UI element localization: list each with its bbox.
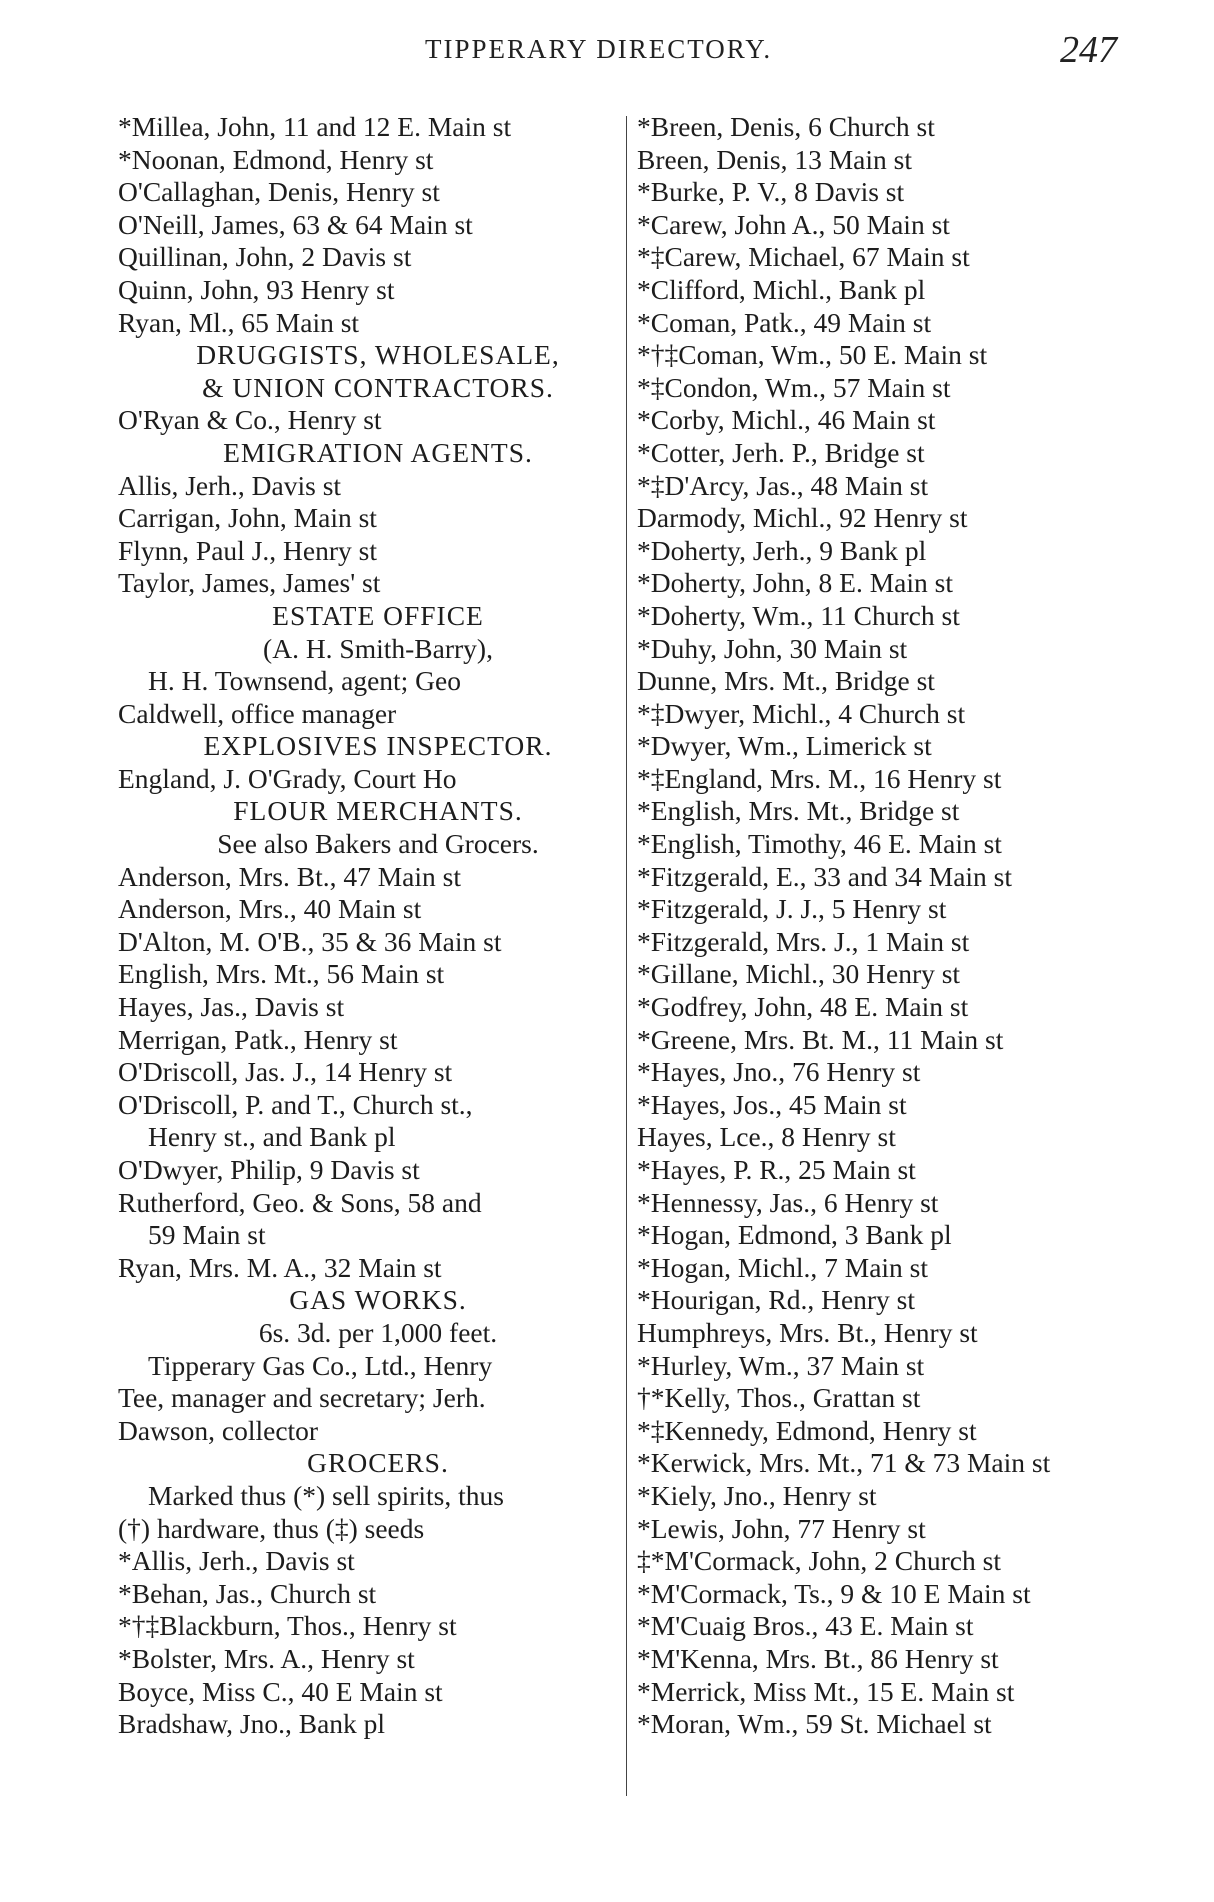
- directory-entry: Ryan, Mrs. M. A., 32 Main st: [118, 1251, 442, 1283]
- directory-entry: Hayes, Jas., Davis st: [118, 991, 345, 1023]
- directory-entry: O'Driscoll, Jas. J., 14 Henry st: [118, 1056, 453, 1088]
- directory-entry: *Cotter, Jerh. P., Bridge st: [637, 436, 925, 468]
- directory-entry: Anderson, Mrs., 40 Main st: [118, 893, 422, 925]
- directory-entry: *Dwyer, Wm., Limerick st: [637, 730, 932, 762]
- directory-entry: *Kerwick, Mrs. Mt., 71 & 73 Main st: [637, 1447, 1051, 1479]
- directory-entry: *Duhy, John, 30 Main st: [637, 632, 908, 664]
- directory-entry: *Lewis, John, 77 Henry st: [637, 1512, 926, 1544]
- directory-entry: *Hogan, Edmond, 3 Bank pl: [637, 1219, 952, 1251]
- directory-entry: Marked thus (*) sell spirits, thus: [148, 1479, 504, 1511]
- directory-entry: O'Ryan & Co., Henry st: [118, 404, 382, 436]
- directory-entry: Tee, manager and secretary; Jerh.: [118, 1382, 486, 1414]
- directory-entry: †*Kelly, Thos., Grattan st: [637, 1382, 921, 1414]
- directory-entry: *M'Cormack, Ts., 9 & 10 E Main st: [637, 1577, 1031, 1609]
- directory-entry: *Allis, Jerh., Davis st: [118, 1545, 355, 1577]
- section-heading: GAS WORKS.: [289, 1284, 467, 1316]
- directory-entry: *Hogan, Michl., 7 Main st: [637, 1251, 929, 1283]
- directory-entry: *Clifford, Michl., Bank pl: [637, 273, 926, 305]
- directory-entry: *‡England, Mrs. M., 16 Henry st: [637, 762, 1002, 794]
- directory-entry: Rutherford, Geo. & Sons, 58 and: [118, 1186, 482, 1218]
- directory-entry: Carrigan, John, Main st: [118, 502, 377, 534]
- directory-entry: *Hourigan, Rd., Henry st: [637, 1284, 916, 1316]
- section-heading: & UNION CONTRACTORS.: [202, 371, 554, 403]
- directory-entry: *Bolster, Mrs. A., Henry st: [118, 1642, 415, 1674]
- directory-entry: Bradshaw, Jno., Bank pl: [118, 1708, 386, 1740]
- directory-entry: *Godfrey, John, 48 E. Main st: [637, 991, 969, 1023]
- directory-entry: *Hayes, P. R., 25 Main st: [637, 1154, 916, 1185]
- directory-entry: Quillinan, John, 2 Davis st: [118, 241, 412, 273]
- directory-entry: Breen, Denis, 13 Main st: [637, 143, 912, 175]
- directory-entry: *†‡Coman, Wm., 50 E. Main st: [637, 339, 988, 371]
- directory-entry: Hayes, Lce., 8 Henry st: [637, 1121, 896, 1153]
- section-heading: GROCERS.: [307, 1447, 449, 1479]
- directory-entry: English, Mrs. Mt., 56 Main st: [118, 958, 445, 990]
- directory-entry: H. H. Townsend, agent; Geo: [148, 665, 462, 697]
- directory-entry: *Behan, Jas., Church st: [118, 1577, 377, 1609]
- section-note: See also Bakers and Grocers.: [217, 828, 539, 860]
- section-note: 6s. 3d. per 1,000 feet.: [258, 1316, 498, 1348]
- directory-entry: *Kiely, Jno., Henry st: [637, 1479, 877, 1511]
- directory-entry: Ryan, Ml., 65 Main st: [118, 306, 360, 338]
- directory-entry: *Noonan, Edmond, Henry st: [118, 143, 434, 175]
- directory-entry: *Greene, Mrs. Bt. M., 11 Main st: [637, 1023, 1004, 1055]
- directory-entry: O'Neill, James, 63 & 64 Main st: [118, 208, 473, 240]
- directory-entry: Humphreys, Mrs. Bt., Henry st: [637, 1316, 978, 1348]
- directory-entry: *‡Carew, Michael, 67 Main st: [637, 241, 970, 273]
- directory-entry: *Coman, Patk., 49 Main st: [637, 306, 932, 338]
- section-heading: EMIGRATION AGENTS.: [223, 436, 533, 468]
- directory-entry: *Carew, John A., 50 Main st: [637, 208, 950, 240]
- directory-entry: Taylor, James, James' st: [118, 567, 381, 599]
- directory-entry: Merrigan, Patk., Henry st: [118, 1023, 398, 1055]
- section-heading: DRUGGISTS, WHOLESALE,: [196, 339, 560, 371]
- directory-entry: *Corby, Michl., 46 Main st: [637, 404, 936, 436]
- directory-entry: D'Alton, M. O'B., 35 & 36 Main st: [118, 925, 502, 957]
- directory-entry: *‡Kennedy, Edmond, Henry st: [637, 1414, 977, 1446]
- section-heading: EXPLOSIVES INSPECTOR.: [203, 730, 553, 762]
- section-heading: FLOUR MERCHANTS.: [233, 795, 523, 827]
- left-column: [118, 111, 638, 1741]
- directory-entry: *Doherty, Jerh., 9 Bank pl: [637, 534, 927, 566]
- directory-entry: Dunne, Mrs. Mt., Bridge st: [637, 665, 935, 697]
- directory-entry: *†‡Blackburn, Thos., Henry st: [118, 1610, 457, 1642]
- directory-entry: *English, Mrs. Mt., Bridge st: [637, 795, 960, 827]
- directory-entry: *Breen, Denis, 6 Church st: [637, 111, 935, 142]
- directory-entry: *Millea, John, 11 and 12 E. Main st: [118, 111, 512, 142]
- directory-entry: England, J. O'Grady, Court Ho: [118, 762, 457, 794]
- directory-entry: *Doherty, John, 8 E. Main st: [637, 567, 953, 599]
- directory-entry: *Hennessy, Jas., 6 Henry st: [637, 1186, 939, 1218]
- section-heading: ESTATE OFFICE: [272, 599, 484, 631]
- directory-entry: Tipperary Gas Co., Ltd., Henry: [148, 1349, 493, 1381]
- directory-entry: *Fitzgerald, Mrs. J., 1 Main st: [637, 925, 970, 957]
- directory-entry: Henry st., and Bank pl: [148, 1121, 396, 1153]
- directory-entry: *Fitzgerald, E., 33 and 34 Main st: [637, 860, 1013, 892]
- directory-entry: (†) hardware, thus (‡) seeds: [118, 1512, 425, 1544]
- directory-entry: O'Driscoll, P. and T., Church st.,: [118, 1088, 473, 1120]
- directory-entry: Darmody, Michl., 92 Henry st: [637, 502, 968, 534]
- running-title: TIPPERARY DIRECTORY.: [425, 34, 773, 64]
- directory-entry: *Gillane, Michl., 30 Henry st: [637, 958, 961, 990]
- directory-entry: *Burke, P. V., 8 Davis st: [637, 176, 905, 208]
- directory-entry: *Hayes, Jno., 76 Henry st: [637, 1056, 921, 1088]
- page-header: [0, 29, 1214, 74]
- directory-entry: Boyce, Miss C., 40 E Main st: [118, 1675, 443, 1707]
- directory-entry: 59 Main st: [148, 1219, 266, 1251]
- directory-entry: Caldwell, office manager: [118, 697, 397, 729]
- directory-entry: *‡Condon, Wm., 57 Main st: [637, 371, 951, 403]
- directory-entry: *Doherty, Wm., 11 Church st: [637, 599, 960, 631]
- directory-entry: *Moran, Wm., 59 St. Michael st: [637, 1708, 992, 1740]
- directory-entry: *Merrick, Miss Mt., 15 E. Main st: [637, 1675, 1015, 1707]
- page-number: 247: [1060, 29, 1117, 71]
- directory-entry: Dawson, collector: [118, 1414, 319, 1446]
- directory-entry: *Hayes, Jos., 45 Main st: [637, 1088, 907, 1120]
- directory-entry: O'Callaghan, Denis, Henry st: [118, 176, 440, 208]
- section-note: (A. H. Smith-Barry),: [263, 632, 493, 664]
- directory-entry: Anderson, Mrs. Bt., 47 Main st: [118, 860, 461, 892]
- column-divider: [626, 116, 627, 1796]
- directory-entry: *‡Dwyer, Michl., 4 Church st: [637, 697, 966, 729]
- directory-entry: ‡*M'Cormack, John, 2 Church st: [637, 1545, 1001, 1577]
- directory-entry: *Fitzgerald, J. J., 5 Henry st: [637, 893, 947, 925]
- directory-entry: *M'Cuaig Bros., 43 E. Main st: [637, 1610, 974, 1642]
- directory-entry: O'Dwyer, Philip, 9 Davis st: [118, 1154, 420, 1185]
- directory-entry: *English, Timothy, 46 E. Main st: [637, 828, 1002, 860]
- right-column: [637, 111, 1157, 1741]
- directory-entry: *Hurley, Wm., 37 Main st: [637, 1349, 925, 1381]
- directory-entry: *M'Kenna, Mrs. Bt., 86 Henry st: [637, 1642, 999, 1674]
- directory-entry: Quinn, John, 93 Henry st: [118, 273, 395, 305]
- directory-entry: *‡D'Arcy, Jas., 48 Main st: [637, 469, 929, 501]
- directory-entry: Flynn, Paul J., Henry st: [118, 534, 377, 566]
- directory-entry: Allis, Jerh., Davis st: [118, 469, 342, 501]
